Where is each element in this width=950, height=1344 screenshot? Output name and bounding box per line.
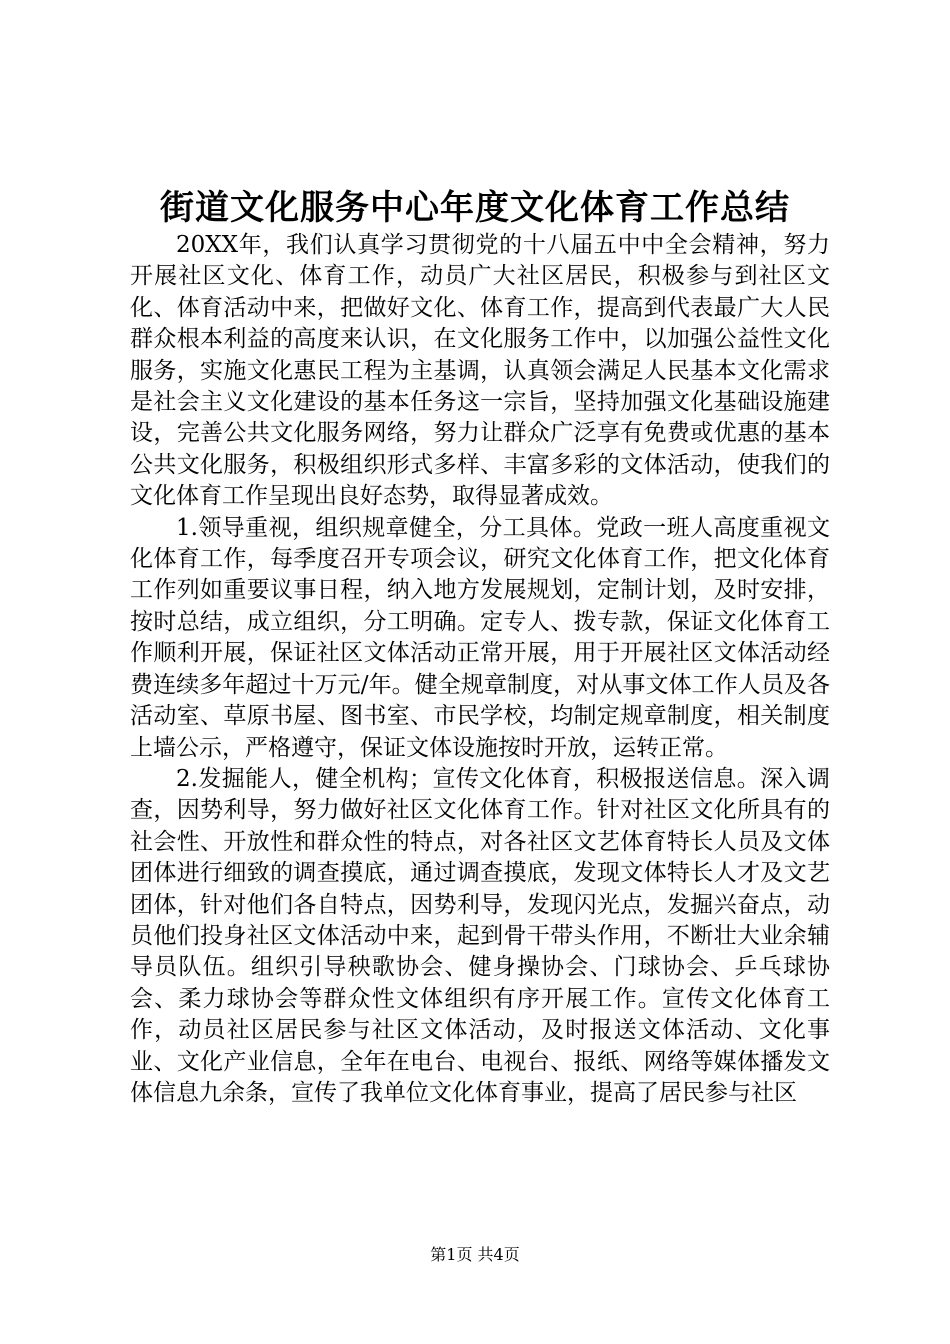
document-body [130, 230, 830, 1109]
document-title: 街道文化服务中心年度文化体育工作总结 [160, 188, 790, 228]
body-paragraph-intro: 20XX年，我们认真学习贯彻党的十八届五中中全会精神，努力开展社区文化、体育工作，动员广大社区居民，积极参与到社区文化、体育活动中来，把做好文化、体育工作，提高到代表最广大人民群众根本利益的高度来认识，在文化服务工作中，以加强公益性文化服务，实施文化惠民工程为主基调，认真领会满足人民基本文化需求是社会主义文化建设的基本任务这一宗旨，坚持加强文化基础设施建设，完善公共文化服务网络，努力让群众广泛享有免费或优惠的基本公共文化服务，积极组织形式多样、丰富多彩的文体活动，使我们的文化体育工作呈现出良好态势，取得显著成效。 [130, 232, 830, 510]
page-number-footer: 第1页 共4页 [430, 1245, 520, 1264]
body-paragraph-2: 2.发掘能人，健全机构；宣传文化体育，积极报送信息。深入调查，因势利导，努力做好社区文化体育工作。针对社区文化所具有的社会性、开放性和群众性的特点，对各社区文艺体育特长人员及文体团体进行细致的调查摸底，通过调查摸底，发现文体特长人才及文艺团体，针对他们各自特点，因势利导，发现闪光点，发掘兴奋点，动员他们投身社区文体活动中来，起到骨干带头作用，不断壮大业余辅导员队伍。组织引导秧歌协会、健身操协会、门球协会、乒乓球协会、柔力球协会等群众性文体组织有序开展工作。宣传文化体育工作，动员社区居民参与社区文体活动，及时报送文体活动、文化事业、文化产业信息，全年在电台、电视台、报纸、网络等媒体播发文体信息九余条，宣传了我单位文化体育事业，提高了居民参与社区 [130, 765, 830, 1106]
body-paragraph-1: 1.领导重视，组织规章健全，分工具体。党政一班人高度重视文化体育工作，每季度召开专项会议，研究文化体育工作，把文化体育工作列如重要议事日程，纳入地方发展规划，定制计划，及时安排，按时总结，成立组织，分工明确。定专人、拨专款，保证文化体育工作顺利开展，保证社区文体活动正常开展，用于开展社区文体活动经费连续多年超过十万元/年。健全规章制度，对从事文体工作人员及各活动室、草原书屋、图书室、市民学校，均制定规章制度，相关制度上墙公示，严格遵守，保证文体设施按时开放，运转正常。 [130, 514, 830, 761]
